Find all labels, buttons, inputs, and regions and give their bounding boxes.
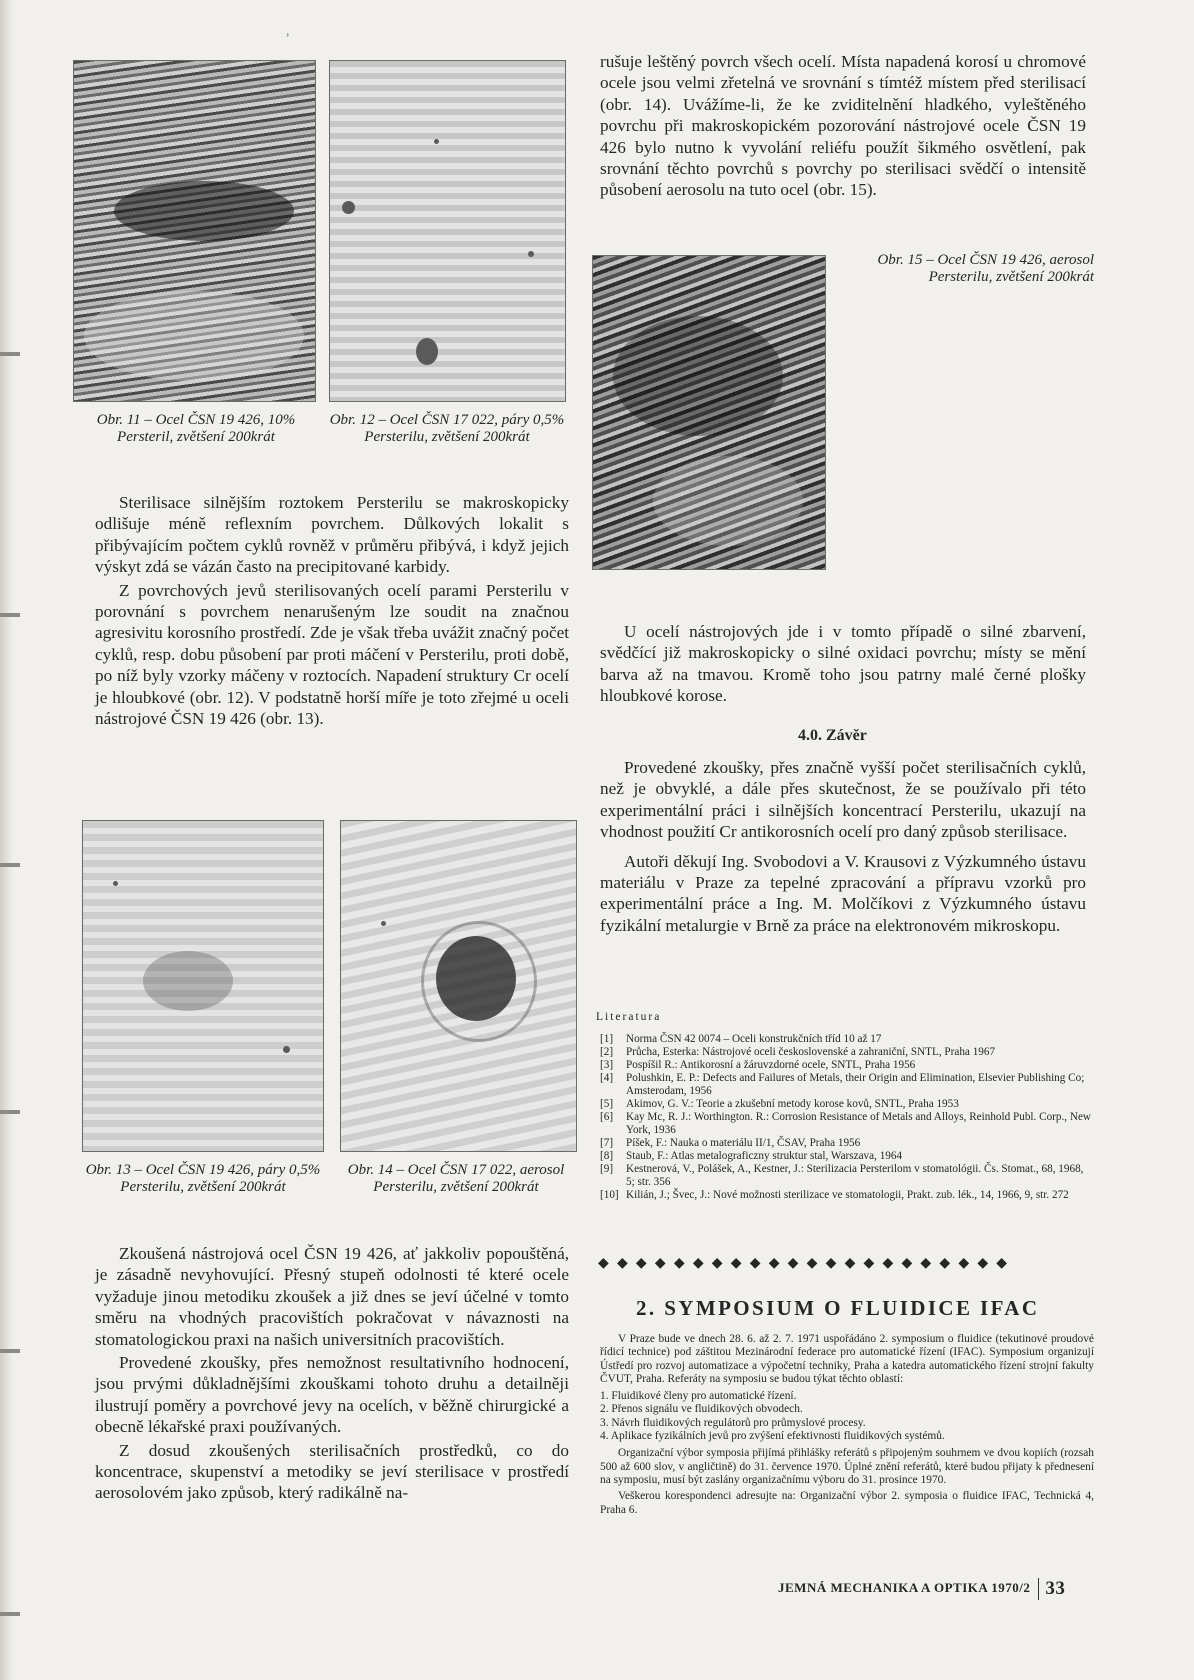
right-column-text-mid (600, 621, 1086, 707)
figure-11-caption: Obr. 11 – Ocel ČSN 19 426, 10% Persteril, zvětšení 200krát (96, 412, 296, 445)
figure-13-micrograph (82, 820, 324, 1152)
reference-item: [6] Kay Mc, R. J.: Worthington. R.: Corrosion Resistance of Metals and Alloys, Reinhold Publ. Corp., New York, 1936 (600, 1111, 1092, 1136)
figure-14-micrograph (340, 820, 577, 1152)
paragraph: Provedené zkoušky, přes značně vyšší počet sterilisačních cyklů, než je obvyklé, a dále přes skutečnost, že se používalo při této experimentální práci i silnějších koncentrací Persterilu, ukazují na vhodnost použití Cr antikorosních ocelí pro daný způsob sterilisace. (600, 758, 1086, 842)
paragraph: Sterilisace silnějším roztokem Persterilu se makroskopicky odlišuje méně reflexním povrchem. Důlkových lokalit s přibývajícím počtem cyklů rovněž v průměru přibývá, i když jejich výskyt zdá se vázán často na precipitované karbidy. (95, 493, 569, 577)
paragraph: rušuje leštěný povrch všech ocelí. Místa napadená korosí u chromové ocele jsou velmi zřetelná ve srovnání s tímtéž místem před sterilisací (obr. 14). Uvážíme-li, že ke zviditelnění hladkého, vyleštěného povrchu při makroskopickém pozorování nástrojové ocele ČSN 19 426 bylo nutno k vyvolání reliéfu použít šikmého osvětlení, pak srovnání těchto povrchů s povrchy po sterilisaci svědčí o intensitě působení aerosolu na tuto ocel (obr. 15). (600, 52, 1086, 200)
paragraph: Z povrchových jevů sterilisovaných ocelí parami Persterilu v porovnání s povrchem nenarušeným lze soudit na značnou agresivitu korosního prostředí. Zde je však třeba uvážit značný počet cyklů, resp. dobu působení par proti máčení v Persterilu, proti době, po níž byly vzorky máčeny v roztocích. Napadení struktury Cr ocelí je hloubkové (obr. 12). V podstatně horší míře je toto zřejmé u oceli nástrojové ČSN 19 426 (obr. 13). (95, 580, 569, 729)
topic-item: 2. Přenos signálu ve fluidikových obvodech. (600, 1403, 803, 1416)
figure-12-micrograph (329, 60, 566, 402)
reference-item: [5] Akimov, G. V.: Teorie a zkušební metody korose kovů, SNTL, Praha 1953 (600, 1098, 959, 1110)
paragraph: Z dosud zkoušených sterilisačních prostředků, co do koncentrace, skupenství a metodiky se jeví sterilisace v prostředí aerosolovém jako způsob, který radikálně na- (95, 1440, 569, 1503)
symposium-notice (600, 1333, 1094, 1517)
page-footer (778, 1578, 1065, 1600)
paragraph: U ocelí nástrojových jde i v tomto případě o silné zbarvení, svědčící již makroskopicky o silné oxidaci povrchu; místy se mění barva až na tmavou. Kromě toho jsou patrny malé černé plošky hloubkové korose. (600, 622, 1086, 706)
margin-tick (0, 1349, 20, 1353)
topic-item: 1. Fluidikové členy pro automatické řízení. (600, 1390, 797, 1403)
page-number: 33 (1045, 1578, 1066, 1599)
right-column-conclusion (600, 757, 1086, 936)
figure-14-caption: Obr. 14 – Ocel ČSN 17 022, aerosol Persterilu, zvětšení 200krát (347, 1162, 565, 1195)
reference-item: [1] Norma ČSN 42 0074 – Oceli konstrukčních tříd 10 až 17 (600, 1033, 882, 1045)
reference-item: [3] Pospíšil R.: Antikorosní a žáruvzdorné ocele, SNTL, Praha 1956 (600, 1059, 916, 1071)
reference-item: [2] Průcha, Esterka: Nástrojové oceli československé a zahraniční, SNTL, Praha 1967 (600, 1046, 996, 1058)
topic-item: 3. Návrh fluidikových regulátorů pro průmyslové procesy. (600, 1416, 866, 1429)
margin-tick (0, 352, 20, 356)
literature-label: Literatura (596, 1011, 662, 1023)
reference-item: [10] Kilián, J.; Švec, J.: Nové možnosti sterilizace ve stomatologii, Prakt. zub. lék., 14, 1966, 9, str. 272 (600, 1189, 1069, 1201)
symposium-topic-list (600, 1390, 1094, 1443)
reference-item: [8] Staub, F.: Atlas metalograficzny struktur stal, Warszava, 1964 (600, 1150, 903, 1162)
pen-mark: , (286, 24, 290, 39)
margin-tick (0, 1612, 20, 1616)
figure-13-caption: Obr. 13 – Ocel ČSN 19 426, páry 0,5% Persterilu, zvětšení 200krát (85, 1162, 321, 1195)
reference-list (600, 1033, 1094, 1202)
diamond-separator: ◆◆◆◆◆◆◆◆◆◆◆◆◆◆◆◆◆◆◆◆◆◆ (598, 1256, 1016, 1271)
reference-item: [7] Píšek, F.: Nauka o materiálu II/1, ČSAV, Praha 1956 (600, 1137, 861, 1149)
right-column-text-top (600, 51, 1086, 201)
paragraph: Organizační výbor symposia přijímá přihlášky referátů s připojeným souhrnem ve dvou kopiích (rozsah 500 až 600 slov, v angličtině) do 31. července 1970. Úplné znění referátů, které budou přijaty k přednesení na symposiu, musí být zaslány organizačnímu výboru do 31. prosince 1970. (600, 1447, 1094, 1486)
paragraph: Provedené zkoušky, přes nemožnost resultativního hodnocení, jsou prvými důkladnějšími zkouškami tohoto druhu a detailněji ilustrují poměry a povrchové jevy na ocelích, v běžně chirurgické a obecně lékařské praxi používaných. (95, 1353, 569, 1437)
section-heading-zaver: 4.0. Závěr (798, 727, 867, 744)
paragraph: V Praze bude ve dnech 28. 6. až 2. 7. 1971 uspořádáno 2. symposium o fluidice (tekutinové proudové řídicí technice) pod záštitou Mezinárodní federace pro automatické řízení (IFAC). Symposium organizují Ústředí pro rozvoj automatizace a výpočetní techniky, Praha a katedra automatického řízení strojní fakulty ČVUT, Praha. Referáty na symposiu se budou týkat těchto oblastí: (600, 1333, 1094, 1385)
page-binding-edge (0, 0, 14, 1680)
reference-item: [9] Kestnerová, V., Polášek, A., Kestner, J.: Sterilizacia Persterilom v stomatológii. Čs. Stomat., 68, 1968, 5; str. 356 (600, 1163, 1084, 1188)
margin-tick (0, 613, 20, 617)
margin-tick (0, 863, 20, 867)
figure-11-micrograph (73, 60, 316, 402)
paragraph: Veškerou korespondenci adresujte na: Organizační výbor 2. symposia o fluidice IFAC, Technická 4, Praha 6. (600, 1490, 1094, 1516)
paragraph: Autoři děkují Ing. Svobodovi a V. Krausovi z Výzkumného ústavu materiálu v Praze za tepelné zpracování a přípravu vzorků pro experimentální práce a Ing. M. Molčíkovi z Výzkumného ústavu fyzikální metalurgie v Brně za práce na elektronovém mikroskopu. (600, 851, 1086, 935)
figure-15-micrograph (592, 255, 826, 570)
left-column-text-top (95, 492, 569, 729)
reference-item: [4] Polushkin, E. P.: Defects and Failures of Metals, their Origin and Elimination, Elsevier Publishing Co; Amsterodam, 1956 (600, 1072, 1085, 1097)
figure-12-caption: Obr. 12 – Ocel ČSN 17 022, páry 0,5% Persterilu, zvětšení 200krát (329, 412, 565, 445)
paragraph: Zkoušená nástrojová ocel ČSN 19 426, ať jakkoliv popouštěná, je zásadně nevyhovující. Přesný stupeň odolnosti té které ocele vyžaduje jinou metodiku zkoušek a již dnes se jeví účelné v tomto směru na vhodných pracovištích pokračovat v návaznosti na stomatologickou praxi na našich universitních pracovištích. (95, 1244, 569, 1349)
left-column-text-bottom (95, 1243, 569, 1504)
figure-15-caption: Obr. 15 – Ocel ČSN 19 426, aerosol Persterilu, zvětšení 200krát (877, 252, 1094, 285)
topic-item: 4. Aplikace fyzikálních jevů pro zvýšení efektivnosti fluidikových systémů. (600, 1430, 945, 1443)
margin-tick (0, 1110, 20, 1114)
journal-name: JEMNÁ MECHANIKA A OPTIKA 1970/2 (778, 1579, 1031, 1595)
symposium-title: 2. SYMPOSIUM O FLUIDICE IFAC (636, 1296, 1040, 1320)
footer-divider (1038, 1578, 1039, 1600)
